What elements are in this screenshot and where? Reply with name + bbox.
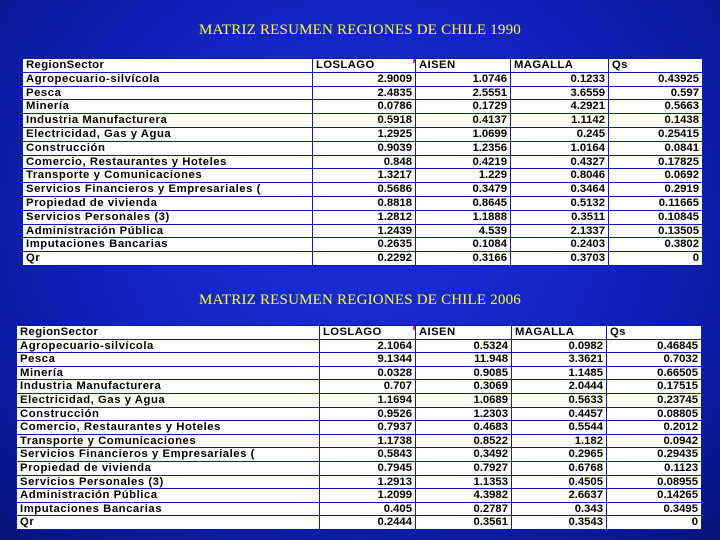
- value-cell: 0.9085: [416, 366, 512, 380]
- title-1990: MATRIZ RESUMEN REGIONES DE CHILE 1990: [199, 22, 521, 38]
- value-cell: 0.3802: [609, 238, 703, 252]
- table-row: [17, 448, 702, 462]
- value-cell: 1.2925: [313, 127, 416, 141]
- value-cell: 0.7937: [320, 421, 416, 435]
- sector-label: Comercio, Restaurantes y Hoteles: [17, 421, 320, 435]
- value-cell: 0.4457: [512, 407, 607, 421]
- sector-label: Transporte y Comunicaciones: [23, 169, 313, 183]
- value-cell: 1.1485: [512, 366, 607, 380]
- table-row: [17, 434, 702, 448]
- value-cell: 0.08805: [607, 407, 702, 421]
- table-row: [23, 86, 703, 100]
- value-cell: 0.3464: [511, 183, 609, 197]
- value-cell: 2.5551: [416, 86, 511, 100]
- value-cell: 0.11665: [609, 196, 703, 210]
- value-cell: 0.10845: [609, 210, 703, 224]
- sector-label: Propiedad de vivienda: [17, 461, 320, 475]
- header-region-sector: RegionSector: [23, 59, 313, 73]
- table-row: [23, 210, 703, 224]
- header-qs: Qs: [609, 59, 703, 73]
- header-loslago: LOSLAGO: [320, 326, 416, 340]
- table-row: [23, 114, 703, 128]
- value-cell: 0.43925: [609, 72, 703, 86]
- value-cell: 0.4327: [511, 155, 609, 169]
- value-cell: 0.1084: [416, 238, 511, 252]
- value-cell: 0.3561: [416, 516, 512, 530]
- value-cell: 0.3703: [511, 252, 609, 266]
- header-qs: Qs: [607, 326, 702, 340]
- value-cell: 0.66505: [607, 366, 702, 380]
- value-cell: 1.2099: [320, 489, 416, 503]
- value-cell: 0.1123: [607, 461, 702, 475]
- value-cell: 0.17825: [609, 155, 703, 169]
- header-region-sector: RegionSector: [17, 326, 320, 340]
- value-cell: 0.7945: [320, 461, 416, 475]
- value-cell: 4.3982: [416, 489, 512, 503]
- value-cell: 3.3621: [512, 353, 607, 367]
- value-cell: 0.5324: [416, 339, 512, 353]
- value-cell: 0.2919: [609, 183, 703, 197]
- value-cell: 0.597: [609, 86, 703, 100]
- value-cell: 0.2292: [313, 252, 416, 266]
- value-cell: 0.29435: [607, 448, 702, 462]
- value-cell: 1.3217: [313, 169, 416, 183]
- value-cell: 0.9039: [313, 141, 416, 155]
- value-cell: 1.1353: [416, 475, 512, 489]
- value-cell: 0.8522: [416, 434, 512, 448]
- value-cell: 0.0942: [607, 434, 702, 448]
- header-aisen: AISEN: [416, 59, 511, 73]
- value-cell: 0.9526: [320, 407, 416, 421]
- value-cell: 0.08955: [607, 475, 702, 489]
- value-cell: 0.4219: [416, 155, 511, 169]
- value-cell: 11.948: [416, 353, 512, 367]
- value-cell: 0.3492: [416, 448, 512, 462]
- header-loslago: LOSLAGO: [313, 59, 416, 73]
- sector-label: Qr: [17, 516, 320, 530]
- value-cell: 0.0786: [313, 100, 416, 114]
- value-cell: 1.1694: [320, 393, 416, 407]
- value-cell: 0.2012: [607, 421, 702, 435]
- table-row: [17, 489, 702, 503]
- value-cell: 0: [609, 252, 703, 266]
- sector-label: Administración Pública: [23, 224, 313, 238]
- value-cell: 0.245: [511, 127, 609, 141]
- value-cell: 2.0444: [512, 380, 607, 394]
- table-row: [17, 393, 702, 407]
- table-row: [17, 339, 702, 353]
- sector-label: Servicios Personales (3): [23, 210, 313, 224]
- value-cell: 0.23745: [607, 393, 702, 407]
- value-cell: 3.6559: [511, 86, 609, 100]
- value-cell: 0.17515: [607, 380, 702, 394]
- value-cell: 1.1142: [511, 114, 609, 128]
- value-cell: 1.0689: [416, 393, 512, 407]
- value-cell: 0.0328: [320, 366, 416, 380]
- value-cell: 0.0692: [609, 169, 703, 183]
- value-cell: 0.5132: [511, 196, 609, 210]
- value-cell: 0.3511: [511, 210, 609, 224]
- sector-label: Transporte y Comunicaciones: [17, 434, 320, 448]
- value-cell: 4.2921: [511, 100, 609, 114]
- value-cell: 1.229: [416, 169, 511, 183]
- value-cell: 0.3495: [607, 502, 702, 516]
- value-cell: 0.25415: [609, 127, 703, 141]
- value-cell: 2.4835: [313, 86, 416, 100]
- value-cell: 0.2403: [511, 238, 609, 252]
- value-cell: 0.343: [512, 502, 607, 516]
- value-cell: 0.4683: [416, 421, 512, 435]
- value-cell: 9.1344: [320, 353, 416, 367]
- value-cell: 0.3069: [416, 380, 512, 394]
- table-row: [23, 155, 703, 169]
- value-cell: 0.3166: [416, 252, 511, 266]
- value-cell: 0.7927: [416, 461, 512, 475]
- sector-label: Pesca: [23, 86, 313, 100]
- sector-label: Electricidad, Gas y Agua: [23, 127, 313, 141]
- value-cell: 0.3543: [512, 516, 607, 530]
- sector-label: Administración Pública: [17, 489, 320, 503]
- value-cell: 0.2444: [320, 516, 416, 530]
- value-cell: 0.707: [320, 380, 416, 394]
- value-cell: 0.14265: [607, 489, 702, 503]
- value-cell: 0.4137: [416, 114, 511, 128]
- table-row: [17, 380, 702, 394]
- value-cell: 0.8818: [313, 196, 416, 210]
- table-row: [17, 421, 702, 435]
- value-cell: 1.2812: [313, 210, 416, 224]
- value-cell: 0.2965: [512, 448, 607, 462]
- value-cell: 0.0982: [512, 339, 607, 353]
- value-cell: 0.1233: [511, 72, 609, 86]
- value-cell: 2.9009: [313, 72, 416, 86]
- value-cell: 0.5918: [313, 114, 416, 128]
- value-cell: 0.0841: [609, 141, 703, 155]
- sector-label: Propiedad de vivienda: [23, 196, 313, 210]
- header-aisen: AISEN: [416, 326, 512, 340]
- sector-label: Construcción: [17, 407, 320, 421]
- table-row: [23, 183, 703, 197]
- value-cell: 1.0164: [511, 141, 609, 155]
- table-row: [17, 475, 702, 489]
- table-row: [23, 238, 703, 252]
- value-cell: 0.5663: [609, 100, 703, 114]
- sector-label: Minería: [23, 100, 313, 114]
- value-cell: 1.182: [512, 434, 607, 448]
- sector-label: Industria Manufacturera: [23, 114, 313, 128]
- sector-label: Agropecuario-silvícola: [23, 72, 313, 86]
- value-cell: 0.8645: [416, 196, 511, 210]
- value-cell: 0.4505: [512, 475, 607, 489]
- table-row: [23, 127, 703, 141]
- table-row: [23, 196, 703, 210]
- value-cell: 1.2303: [416, 407, 512, 421]
- header-magalla: MAGALLA: [511, 59, 609, 73]
- sector-label: Servicios Personales (3): [17, 475, 320, 489]
- sector-label: Pesca: [17, 353, 320, 367]
- value-cell: 0.46845: [607, 339, 702, 353]
- value-cell: 0.2635: [313, 238, 416, 252]
- table-row: [23, 252, 703, 266]
- table-row: [17, 353, 702, 367]
- table-row: [23, 141, 703, 155]
- value-cell: 0: [607, 516, 702, 530]
- value-cell: 1.2439: [313, 224, 416, 238]
- value-cell: 0.5843: [320, 448, 416, 462]
- table-row: [23, 100, 703, 114]
- value-cell: 1.0746: [416, 72, 511, 86]
- value-cell: 0.1729: [416, 100, 511, 114]
- value-cell: 1.1888: [416, 210, 511, 224]
- table-row: [17, 407, 702, 421]
- sector-label: Imputaciones Bancarias: [17, 502, 320, 516]
- value-cell: 2.1064: [320, 339, 416, 353]
- value-cell: 0.5633: [512, 393, 607, 407]
- table-row: [17, 502, 702, 516]
- sector-label: Construcción: [23, 141, 313, 155]
- value-cell: 0.5686: [313, 183, 416, 197]
- header-magalla: MAGALLA: [512, 326, 607, 340]
- value-cell: 0.405: [320, 502, 416, 516]
- table-row: [23, 169, 703, 183]
- value-cell: 0.848: [313, 155, 416, 169]
- value-cell: 2.6637: [512, 489, 607, 503]
- value-cell: 0.7032: [607, 353, 702, 367]
- sector-label: Minería: [17, 366, 320, 380]
- value-cell: 0.13505: [609, 224, 703, 238]
- table-row: [17, 516, 702, 530]
- matrix-table-2006: [16, 325, 702, 530]
- table-row: [23, 72, 703, 86]
- sector-label: Agropecuario-silvícola: [17, 339, 320, 353]
- value-cell: 1.2356: [416, 141, 511, 155]
- value-cell: 4.539: [416, 224, 511, 238]
- sector-label: Servicios Financieros y Empresariales (: [17, 448, 320, 462]
- header-row: [23, 59, 703, 73]
- sector-label: Imputaciones Bancarias: [23, 238, 313, 252]
- value-cell: 0.1438: [609, 114, 703, 128]
- value-cell: 0.5544: [512, 421, 607, 435]
- value-cell: 0.8046: [511, 169, 609, 183]
- value-cell: 0.6768: [512, 461, 607, 475]
- value-cell: 1.1738: [320, 434, 416, 448]
- value-cell: 0.3479: [416, 183, 511, 197]
- sector-label: Electricidad, Gas y Agua: [17, 393, 320, 407]
- sector-label: Servicios Financieros y Empresariales (: [23, 183, 313, 197]
- sector-label: Comercio, Restaurantes y Hoteles: [23, 155, 313, 169]
- value-cell: 2.1337: [511, 224, 609, 238]
- title-2006: MATRIZ RESUMEN REGIONES DE CHILE 2006: [199, 292, 521, 308]
- header-row: [17, 326, 702, 340]
- matrix-table-1990: [22, 58, 703, 266]
- table-row: [17, 461, 702, 475]
- sector-label: Qr: [23, 252, 313, 266]
- table-row: [17, 366, 702, 380]
- value-cell: 1.2913: [320, 475, 416, 489]
- sector-label: Industria Manufacturera: [17, 380, 320, 394]
- table-row: [23, 224, 703, 238]
- value-cell: 1.0699: [416, 127, 511, 141]
- value-cell: 0.2787: [416, 502, 512, 516]
